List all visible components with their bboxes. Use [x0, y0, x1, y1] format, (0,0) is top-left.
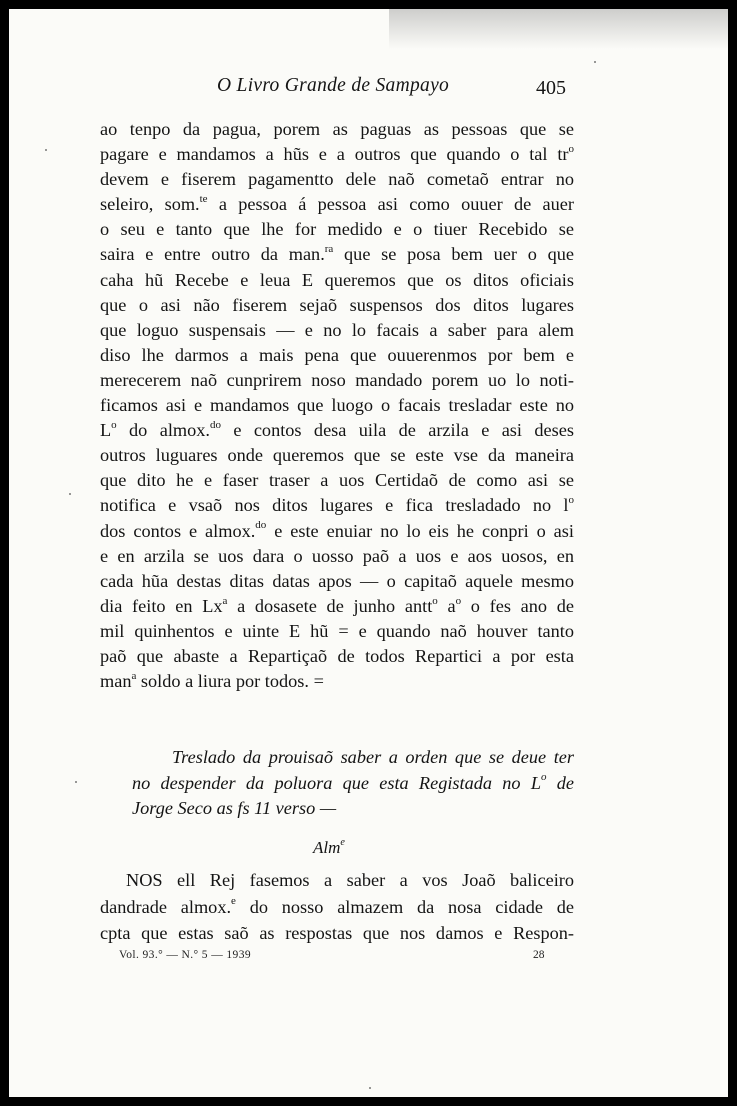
text-line: diso lhe darmos a mais pena que ouuerenmos por bem e — [100, 344, 574, 365]
text-line: o seu e tanto que lhe for medido e o tiuer Recebido se — [100, 219, 574, 240]
text-line: merecerem naõ cunprirem noso mandado porem uo lo noti- — [100, 369, 574, 390]
scan-speck — [369, 1087, 371, 1089]
text-line: devem e fiserem pagamentto dele naõ cometaõ entrar no — [100, 169, 574, 190]
heading-line: Jorge Seco as fs 11 verso — — [132, 798, 337, 819]
heading-line: Treslado da prouisaõ saber a orden que se deue ter — [172, 747, 574, 767]
letter-line: cpta que estas saõ as respostas que nos damos e Respon- — [100, 923, 574, 944]
scan-speck — [45, 149, 47, 151]
alm-label: Alm$^e$ — [313, 837, 345, 857]
text-line: ao tenpo da pagua, porem as paguas as pessoas que se — [100, 119, 574, 139]
letter-line: NOS ell Rej fasemos a saber a vos Joaõ baliceiro — [126, 870, 574, 890]
scan-speck — [594, 61, 596, 63]
document-page — [9, 9, 728, 1097]
letter-line: dandrade almox.$^e$ do nosso almazem da nosa cidade de — [100, 895, 575, 917]
signature-mark: 28 — [533, 949, 545, 961]
text-line: que dito he e faser traser a uos Certidaõ de como asi se — [100, 470, 574, 491]
text-line: dos contos e almox.$^{do}$ e este enuiar no lo eis he conpri o asi — [100, 519, 574, 541]
scan-speck — [75, 781, 77, 783]
text-line: outros luguares onde queremos que se este vse da maneira — [100, 445, 574, 466]
text-line: dia feito en Lx$^a$ a dosasete de junho antt$^o$ $a^o$ o fes ano de — [100, 594, 575, 616]
text-line: seleiro, som.$^{te}$ a pessoa á pessoa asi como ouuer de auer — [100, 193, 574, 215]
body-text — [100, 117, 574, 694]
heading-line: no despender da poluora que esta Registada no $L^o$ de — [132, 771, 574, 793]
text-line: ficamos asi e mandamos que luogo o facais tresladar este no — [100, 395, 574, 416]
text-line: paõ que abaste a Repartiçaõ de todos Repartici a por esta — [100, 645, 574, 666]
text-line: notifica e vsaõ nos ditos lugares e fica tresladado no $l^o$ — [100, 494, 574, 516]
volume-info: Vol. 93.° — N.° 5 — 1939 — [119, 949, 251, 961]
text-line: que o asi não fiserem sejaõ suspensos dos ditos lugares — [100, 294, 574, 315]
page-number: 405 — [536, 77, 566, 99]
scan-shadow — [389, 9, 728, 49]
text-line: mil quinhentos e uinte E hũ = e quando naõ houver tanto — [100, 620, 574, 641]
text-line: que loguo suspensais — e no lo facais a saber para alem — [100, 319, 574, 340]
section-heading — [132, 745, 574, 822]
running-header — [9, 75, 728, 105]
letter-text — [100, 867, 574, 947]
text-line: pagare e mandamos a hũs e a outros que quando o tal $tr^o$ — [100, 142, 574, 165]
scan-speck — [69, 493, 71, 495]
text-line: $L^o$ do almox.$^{do}$ e contos desa uila de arzila e asi deses — [100, 418, 574, 441]
text-line: e en arzila se uos dara o uosso paõ a uos e aos uosos, en — [100, 545, 574, 566]
text-line: cada hũa destas ditas datas apos — o capitaõ aquele mesmo — [100, 570, 574, 591]
text-line: saira e entre outro da man.$^{ra}$ que se posa bem uer o que — [100, 243, 574, 265]
text-line: caha hũ Recebe e leua E queremos que os ditos oficiais — [100, 269, 574, 290]
running-title: O Livro Grande de Sampayo — [217, 75, 450, 96]
text-line: man$^a$ soldo a liura por todos. = — [100, 669, 324, 692]
